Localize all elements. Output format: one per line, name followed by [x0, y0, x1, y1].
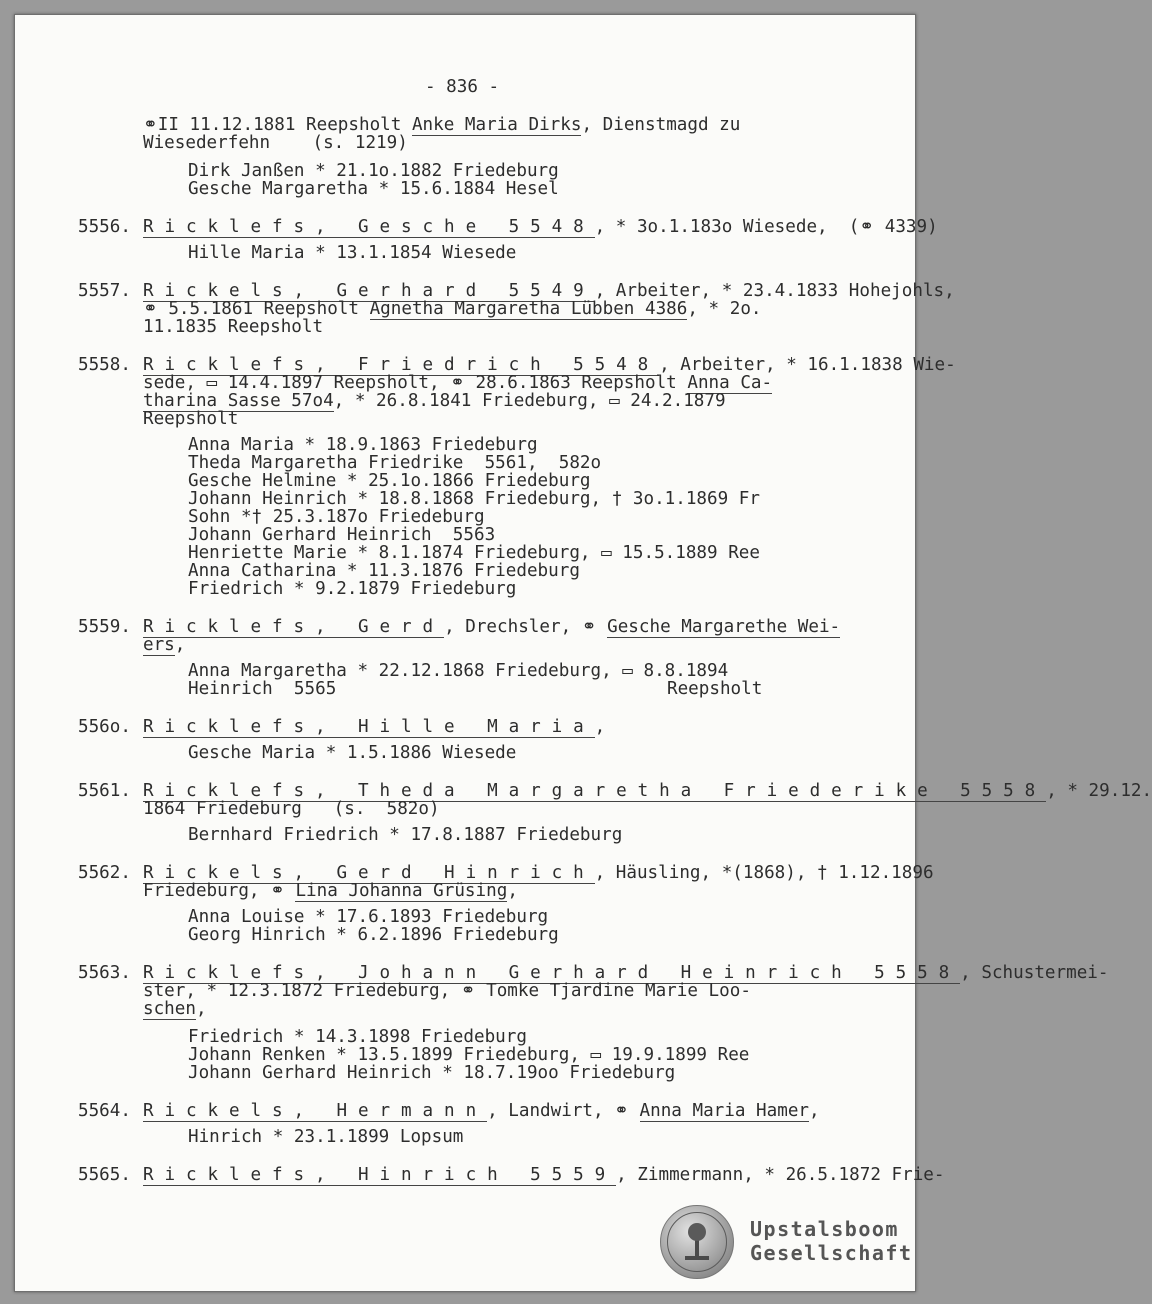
- entry-number: 5559.: [78, 617, 131, 637]
- child-line: Johann Gerhard Heinrich * 18.7.19oo Friedeburg: [188, 1063, 676, 1083]
- text-line: tharina Sasse 57o4, * 26.8.1841 Friedeburg, ▭ 24.2.1879: [143, 391, 726, 411]
- child-line: Gesche Margaretha * 15.6.1884 Hesel: [188, 179, 559, 199]
- child-line: Hille Maria * 13.1.1854 Wiesede: [188, 243, 517, 263]
- entry-heading: Ricklefs, Friedrich 5548, Arbeiter, * 16.1.1838 Wie-: [143, 355, 956, 375]
- text-line: ⚭II 11.12.1881 Reepsholt Anke Maria Dirks, Dienstmagd zu: [143, 115, 741, 135]
- entry-number: 5558.: [78, 355, 131, 375]
- entry-number: 556o.: [78, 717, 131, 737]
- text-line: 11.1835 Reepsholt: [143, 317, 324, 337]
- child-line: Anna Catharina * 11.3.1876 Friedeburg: [188, 561, 580, 581]
- child-line: Dirk Janßen * 21.1o.1882 Friedeburg: [188, 161, 559, 181]
- child-line: Bernhard Friedrich * 17.8.1887 Friedeburg: [188, 825, 623, 845]
- text-line: ster, * 12.3.1872 Friedeburg, ⚭ Tomke Tjardine Marie Loo-: [143, 981, 751, 1001]
- entry-heading: Ricklefs, Theda Margaretha Friederike 5558, * 29.12.: [143, 781, 1152, 801]
- text-line: 1864 Friedeburg (s. 582o): [143, 799, 440, 819]
- brand-line-1: Upstalsboom: [750, 1217, 899, 1241]
- child-line: Friedrich * 9.2.1879 Friedeburg: [188, 579, 517, 599]
- entry-number: 5565.: [78, 1165, 131, 1185]
- entry-heading: Ricklefs, Gerd, Drechsler, ⚭ Gesche Margarethe Wei-: [143, 617, 841, 637]
- entry-heading: Rickels, Gerhard 5549, Arbeiter, * 23.4.1833 Hohejohls,: [143, 281, 955, 301]
- child-line: Georg Hinrich * 6.2.1896 Friedeburg: [188, 925, 559, 945]
- child-line: Hinrich * 23.1.1899 Lopsum: [188, 1127, 464, 1147]
- entry-heading: Rickels, Hermann, Landwirt, ⚭ Anna Maria Hamer,: [143, 1101, 820, 1121]
- entry-number: 5563.: [78, 963, 131, 983]
- entry-number: 5564.: [78, 1101, 131, 1121]
- text-line: schen,: [143, 999, 207, 1019]
- entry-heading: Rickels, Gerd Hinrich, Häusling, *(1868), † 1.12.1896: [143, 863, 934, 883]
- entry-heading: Ricklefs, Hille Maria,: [143, 717, 606, 737]
- entry-number: 5561.: [78, 781, 131, 801]
- child-line: Henriette Marie * 8.1.1874 Friedeburg, ▭ 15.5.1889 Ree: [188, 543, 760, 563]
- text-line: Wiesederfehn (s. 1219): [143, 133, 408, 153]
- entry-heading: Ricklefs, Johann Gerhard Heinrich 5558, Schustermei-: [143, 963, 1109, 983]
- entry-number: 5562.: [78, 863, 131, 883]
- child-line: Johann Heinrich * 18.8.1868 Friedeburg, † 3o.1.1869 Fr: [188, 489, 760, 509]
- text-line: Friedeburg, ⚭ Lina Johanna Grüsing,: [143, 881, 518, 901]
- child-line: Theda Margaretha Friedrike 5561, 582o: [188, 453, 602, 473]
- child-line: Friedrich * 14.3.1898 Friedeburg: [188, 1027, 527, 1047]
- text-line: Reepsholt: [143, 409, 239, 429]
- child-line: Johann Gerhard Heinrich 5563: [188, 525, 496, 545]
- child-line: Heinrich 5565: [188, 679, 337, 699]
- child-line: Anna Maria * 18.9.1863 Friedeburg: [188, 435, 538, 455]
- text-line: ⚭ 5.5.1861 Reepsholt Agnetha Margaretha Lübben 4386, * 2o.: [143, 299, 762, 319]
- upstalsboom-seal-icon: [660, 1205, 734, 1279]
- text-line: sede, ▭ 14.4.1897 Reepsholt, ⚭ 28.6.1863 Reepsholt Anna Ca-: [143, 373, 773, 393]
- entry-number: 5557.: [78, 281, 131, 301]
- child-line: Gesche Helmine * 25.1o.1866 Friedeburg: [188, 471, 591, 491]
- page-number: - 836 -: [425, 77, 500, 97]
- child-line: Sohn *† 25.3.187o Friedeburg: [188, 507, 485, 527]
- text-line: ers,: [143, 635, 186, 655]
- document-page: [14, 14, 1152, 1292]
- brand-line-2: Gesellschaft: [750, 1241, 913, 1265]
- entry-heading: Ricklefs, Gesche 5548, * 3o.1.183o Wiesede, (⚭ 4339): [143, 217, 938, 237]
- child-line: Anna Margaretha * 22.12.1868 Friedeburg, ▭ 8.8.1894: [188, 661, 729, 681]
- child-line: Anna Louise * 17.6.1893 Friedeburg: [188, 907, 549, 927]
- child-line-note: Reepsholt: [667, 679, 763, 699]
- entry-number: 5556.: [78, 217, 131, 237]
- entry-heading: Ricklefs, Hinrich 5559, Zimmermann, * 26.5.1872 Frie-: [143, 1165, 945, 1185]
- child-line: Johann Renken * 13.5.1899 Friedeburg, ▭ 19.9.1899 Ree: [188, 1045, 750, 1065]
- child-line: Gesche Maria * 1.5.1886 Wiesede: [188, 743, 517, 763]
